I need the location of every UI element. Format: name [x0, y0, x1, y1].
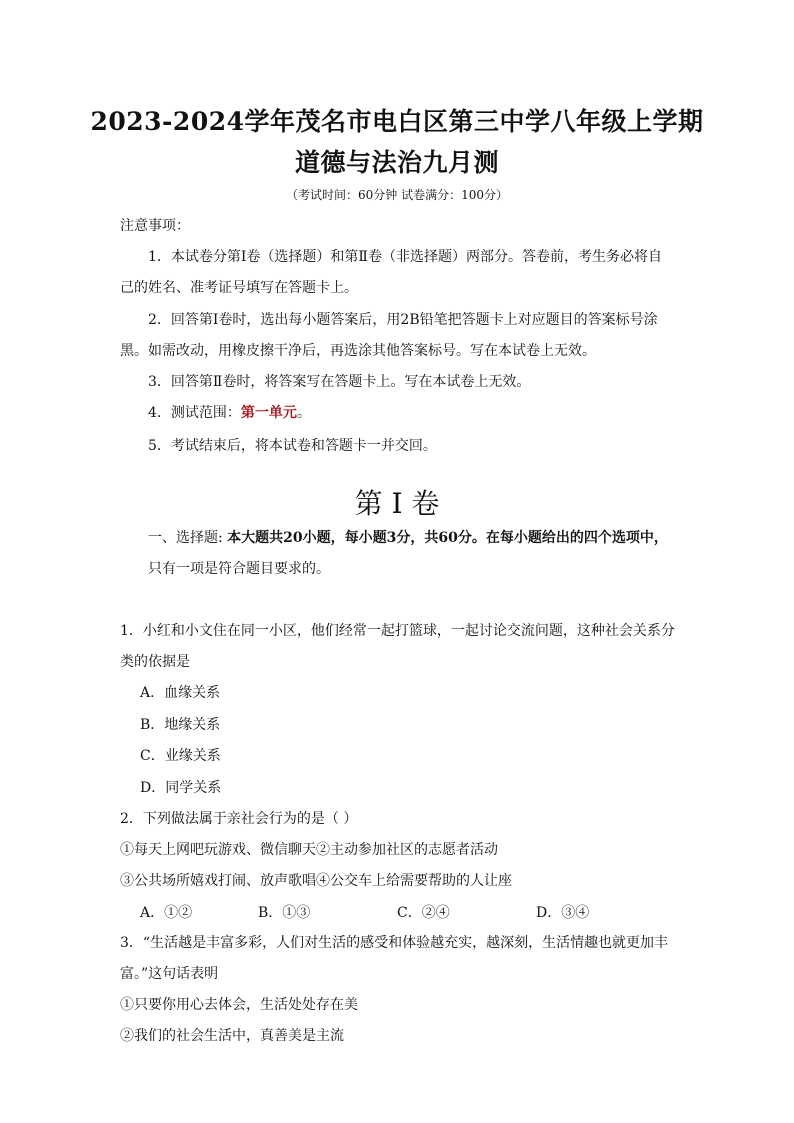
- q1-line1: 1．小红和小文住在同一小区，他们经常一起打篮球，一起讨论交流问题，这种社会关系分: [120, 623, 675, 639]
- test-scope: 第一单元: [240, 405, 297, 421]
- section-instructions-line1: [148, 528, 668, 548]
- q2-stem: 2．下列做法属于亲社会行为的是（ ）: [120, 811, 358, 827]
- section-instructions-line2: 只有一项是符合题目要求的。: [148, 561, 330, 577]
- q1-line2: 类的依据是: [120, 654, 190, 670]
- exam-title-line1: 2023-2024学年茂名市电白区第三中学八年级上学期: [90, 107, 704, 136]
- q2-option-b: B．①③: [258, 905, 311, 921]
- q3-statement-1: ①只要你用心去体会，生活处处存在美: [120, 997, 358, 1013]
- q1-option-a: A．血缘关系: [140, 685, 221, 701]
- note-4-prefix: 4．测试范围：: [148, 405, 241, 421]
- section-instructions-prefix: 一、选择题:: [148, 530, 228, 546]
- note-5: 5．考试结束后，将本试卷和答题卡一并交回。: [148, 438, 437, 454]
- note-2-line1: 2．回答第Ⅰ卷时，选出每小题答案后，用2B铅笔把答题卡上对应题目的答案标号涂: [148, 312, 658, 328]
- note-2-line2: 黑。如需改动，用橡皮擦干净后，再选涂其他答案标号。写在本试卷上无效。: [120, 343, 596, 359]
- q1-option-d: D．同学关系: [140, 780, 222, 796]
- note-1-line1: 1．本试卷分第Ⅰ卷（选择题）和第Ⅱ卷（非选择题）两部分。答卷前，考生务必将自: [148, 249, 662, 265]
- q2-options: [140, 902, 660, 922]
- q1-option-b: B．地缘关系: [140, 717, 221, 733]
- exam-time-info: （考试时间：60分钟 试卷满分：100分）: [286, 188, 508, 202]
- q2-option-a: A．①②: [140, 905, 193, 921]
- q1-option-c: C．业缘关系: [140, 748, 221, 764]
- q2-statements-1: ①每天上网吧玩游戏、微信聊天②主动参加社区的志愿者活动: [120, 842, 498, 858]
- exam-title-line2: 道德与法治九月测: [294, 148, 499, 177]
- note-4: [148, 403, 311, 423]
- section-instructions-bold: 本大题共20小题，每小题3分，共60分。在每小题给出的四个选项中，: [227, 530, 668, 546]
- note-4-suffix: 。: [296, 405, 311, 421]
- q3-line1: 3．“生活越是丰富多彩，人们对生活的感受和体验越充实，越深刻，生活情趣也就更加丰: [120, 935, 669, 951]
- q2-statements-2: ③公共场所嬉戏打闹、放声歌唱④公交车上给需要帮助的人让座: [120, 873, 512, 889]
- q3-statement-2: ②我们的社会生活中，真善美是主流: [120, 1028, 344, 1044]
- section-heading: 第 I 卷: [354, 487, 440, 520]
- q2-option-c: C．②④: [397, 905, 450, 921]
- note-1-line2: 己的姓名、准考证号填写在答题卡上。: [120, 280, 358, 296]
- q3-line2: 富。”这句话表明: [120, 966, 219, 982]
- q2-option-d: D．③④: [536, 905, 590, 921]
- notes-heading: 注意事项：: [120, 218, 190, 234]
- note-3: 3．回答第Ⅱ卷时，将答案写在答题卡上。写在本试卷上无效。: [148, 374, 531, 390]
